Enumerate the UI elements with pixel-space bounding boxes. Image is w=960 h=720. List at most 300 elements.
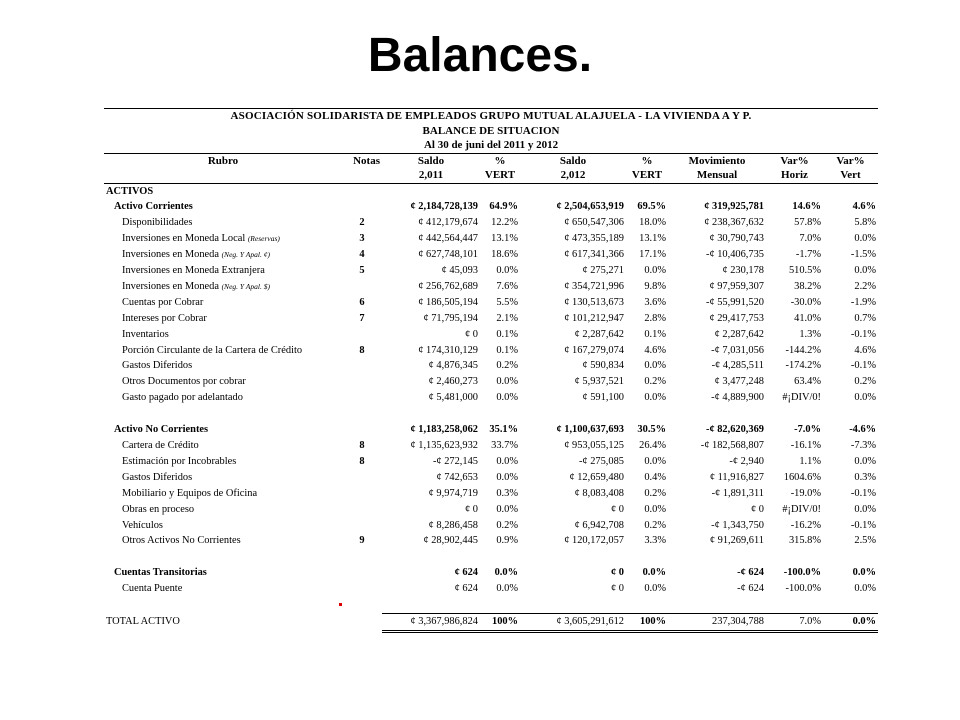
saldo-2012: ¢ 1,100,637,693 [556, 424, 624, 436]
row-nota [342, 390, 382, 406]
var-vert: -7.3% [850, 439, 877, 451]
saldo-2011: ¢ 624 [454, 583, 478, 595]
row-label: Cartera de Crédito [122, 439, 199, 451]
pct-vert-2011: 0.0% [496, 455, 518, 467]
var-vert: 4.6% [854, 344, 877, 356]
account-row [104, 518, 878, 534]
row-label: Intereses por Cobrar [122, 312, 207, 324]
pct-vert-2012: 26.4% [639, 439, 666, 451]
row-label: Porción Circulante de la Cartera de Crédito [122, 344, 303, 356]
var-horiz: 510.5% [788, 265, 821, 277]
pct-vert-2011: 0.0% [496, 392, 518, 404]
row-label: Inversiones en Moneda [122, 249, 219, 261]
var-horiz: 1604.6% [783, 471, 821, 483]
row-label-cell [104, 502, 342, 518]
report-title: BALANCE DE SITUACION [422, 124, 560, 137]
row-nota [342, 518, 382, 534]
var-vert: -0.1% [850, 328, 877, 340]
pct-vert-2011: 35.1% [489, 424, 518, 436]
pct-vert-2011: 2.1% [496, 312, 518, 324]
row-label: Disponibilidades [122, 217, 193, 229]
row-nota [342, 581, 382, 597]
account-row [104, 502, 878, 518]
row-nota [342, 486, 382, 502]
saldo-2011: ¢ 256,762,689 [418, 280, 478, 292]
row-label: Vehículos [122, 519, 163, 531]
column-header-row-2 [104, 168, 878, 183]
pct-vert-2011: 0.1% [496, 344, 518, 356]
row-nota [342, 470, 382, 486]
col-header: Mensual [668, 168, 766, 183]
pct-vert-2011: 12.2% [491, 217, 518, 229]
account-row [104, 533, 878, 549]
saldo-2011: ¢ 2,460,273 [428, 376, 478, 388]
var-horiz: -144.2% [785, 344, 821, 356]
var-horiz: 1.3% [799, 328, 821, 340]
account-row [104, 374, 878, 390]
spacer-row [104, 406, 878, 422]
row-sublabel: (Reservas) [247, 234, 280, 244]
row-nota: 2 [359, 217, 365, 229]
pct-vert-2011: 0.0% [496, 503, 518, 515]
group-row [104, 422, 878, 438]
row-label: Otros Documentos por cobrar [122, 376, 246, 388]
saldo-2012: ¢ 650,547,306 [564, 217, 624, 229]
movimiento-mensual: ¢ 30,790,743 [709, 233, 764, 245]
row-nota: 3 [359, 233, 365, 245]
pct-vert-2012: 0.0% [644, 265, 666, 277]
saldo-2011: ¢ 1,135,623,932 [410, 439, 478, 451]
var-horiz: -100.0% [785, 583, 821, 595]
saldo-2012: ¢ 590,834 [582, 360, 624, 372]
pct-vert-2011: 0.0% [496, 376, 518, 388]
row-label-cell [104, 199, 342, 215]
var-horiz: -19.0% [790, 487, 821, 499]
saldo-2012: ¢ 2,287,642 [574, 328, 624, 340]
var-vert: 2.2% [854, 280, 877, 292]
pct-vert-2011: 33.7% [491, 439, 518, 451]
saldo-2012: ¢ 12,659,480 [569, 471, 624, 483]
saldo-2011: ¢ 186,505,194 [418, 296, 478, 308]
saldo-2011: ¢ 5,481,000 [428, 392, 478, 404]
account-row [104, 327, 878, 343]
total-movimiento: 237,304,788 [668, 613, 766, 631]
var-horiz: 7.0% [799, 233, 821, 245]
account-row [104, 311, 878, 327]
account-row [104, 263, 878, 279]
pct-vert-2011: 0.0% [496, 265, 518, 277]
pct-vert-2012: 9.8% [644, 280, 666, 292]
balance-sheet [104, 108, 878, 633]
saldo-2011: ¢ 2,184,728,139 [410, 201, 478, 213]
var-vert: -4.6% [849, 424, 877, 436]
saldo-2012: ¢ 275,271 [582, 265, 624, 277]
pct-vert-2012: 30.5% [637, 424, 666, 436]
saldo-2011: ¢ 9,974,719 [428, 487, 478, 499]
balance-table [104, 108, 878, 633]
account-row [104, 215, 878, 231]
var-vert: 2.5% [854, 535, 877, 547]
spacer-cell [104, 406, 878, 422]
total-var-vert: 0.0% [823, 613, 878, 631]
saldo-2012: ¢ 130,513,673 [564, 296, 624, 308]
spacer-cell [104, 597, 878, 613]
row-nota: 6 [359, 296, 365, 308]
saldo-2011: ¢ 0 [465, 328, 478, 340]
pct-vert-2012: 17.1% [639, 249, 666, 261]
pct-vert-2011: 0.2% [496, 519, 518, 531]
account-row [104, 295, 878, 311]
var-horiz: 1.1% [799, 455, 821, 467]
slide-title: Balances. [367, 29, 593, 82]
saldo-2011: -¢ 272,145 [432, 455, 478, 467]
row-label-cell [104, 486, 342, 502]
saldo-2011: ¢ 0 [465, 503, 478, 515]
saldo-2011: ¢ 1,183,258,062 [410, 424, 478, 436]
pct-vert-2012: 3.3% [644, 535, 666, 547]
row-nota: 5 [359, 265, 365, 277]
pct-vert-2012: 0.2% [644, 487, 666, 499]
account-row [104, 279, 878, 295]
movimiento-mensual: -¢ 1,343,750 [711, 519, 764, 531]
col-header: Movimiento [688, 154, 746, 167]
section-activos: ACTIVOS [106, 185, 154, 197]
pct-vert-2011: 0.3% [496, 487, 518, 499]
row-label-cell [104, 518, 342, 534]
section-row [104, 183, 878, 199]
saldo-2012: ¢ 120,172,057 [564, 535, 624, 547]
row-nota: 8 [359, 439, 365, 451]
pct-vert-2012: 0.2% [644, 376, 666, 388]
col-header [104, 168, 342, 183]
org-name: ASOCIACIÓN SOLIDARISTA DE EMPLEADOS GRUPO MUTUAL ALAJUELA - LA VIVIENDA A Y P. [104, 109, 878, 124]
row-label: Inventarios [122, 328, 169, 340]
var-vert: -1.5% [850, 249, 877, 261]
spacer-row [104, 549, 878, 565]
saldo-2012: ¢ 0 [611, 567, 624, 579]
saldo-2011: ¢ 8,286,458 [428, 519, 478, 531]
col-header: Saldo [559, 154, 587, 167]
saldo-2011: ¢ 174,310,129 [418, 344, 478, 356]
spacer-cell [104, 549, 878, 565]
total-label: TOTAL ACTIVO [106, 616, 180, 628]
var-vert: 0.0% [854, 583, 877, 595]
row-label: Inversiones en Moneda Local [122, 233, 246, 245]
movimiento-mensual: -¢ 4,285,511 [711, 360, 764, 372]
movimiento-mensual: -¢ 624 [737, 583, 764, 595]
account-row [104, 486, 878, 502]
col-header: Saldo [417, 154, 445, 167]
var-horiz: -16.1% [790, 439, 821, 451]
var-horiz: -7.0% [794, 424, 821, 436]
col-header: VERT [626, 168, 668, 183]
total-var-horiz: 7.0% [766, 613, 823, 631]
saldo-2012: ¢ 617,341,366 [564, 249, 624, 261]
row-label-cell [104, 215, 342, 231]
movimiento-mensual: -¢ 55,991,520 [705, 296, 764, 308]
account-row [104, 581, 878, 597]
saldo-2012: -¢ 275,085 [578, 455, 624, 467]
pct-vert-2011: 18.6% [491, 249, 518, 261]
row-label-cell [104, 358, 342, 374]
col-header: Horiz [766, 168, 823, 183]
account-row [104, 247, 878, 263]
pct-vert-2012: 18.0% [639, 217, 666, 229]
var-vert: 0.0% [854, 265, 877, 277]
pct-vert-2012: 0.0% [644, 455, 666, 467]
row-nota [342, 565, 382, 581]
row-label: Estimación por Incobrables [122, 455, 237, 467]
pct-vert-2012: 0.0% [644, 392, 666, 404]
pct-vert-2011: 0.9% [496, 535, 518, 547]
var-horiz: -30.0% [790, 296, 821, 308]
group-row [104, 565, 878, 581]
var-horiz: 38.2% [794, 280, 821, 292]
total-saldo-2011: ¢ 3,367,986,824 [382, 613, 480, 631]
row-label-cell [104, 438, 342, 454]
row-label: Gasto pagado por adelantado [122, 392, 243, 404]
row-label-cell [104, 279, 342, 295]
row-label: Cuentas Transitorias [114, 567, 207, 579]
row-nota [342, 502, 382, 518]
saldo-2011: ¢ 412,179,674 [418, 217, 478, 229]
saldo-2012: ¢ 0 [611, 583, 624, 595]
account-row [104, 231, 878, 247]
saldo-2012: ¢ 167,279,074 [564, 344, 624, 356]
row-nota: 9 [359, 535, 365, 547]
pct-vert-2011: 64.9% [489, 201, 518, 213]
red-mark [339, 603, 342, 606]
row-nota: 8 [359, 455, 365, 467]
pct-vert-2012: 0.0% [644, 503, 666, 515]
row-nota: 8 [359, 344, 365, 356]
report-date: Al 30 de juni del 2011 y 2012 [104, 138, 878, 153]
total-saldo-2012: ¢ 3,605,291,612 [520, 613, 626, 631]
var-horiz: #¡DIV/0! [782, 392, 821, 404]
var-vert: 0.0% [854, 455, 877, 467]
pct-vert-2011: 0.1% [496, 328, 518, 340]
row-label: Cuenta Puente [122, 583, 183, 595]
col-header: Notas [353, 154, 380, 167]
total-pct-2011: 100% [480, 613, 520, 631]
saldo-2012: ¢ 2,504,653,919 [556, 201, 624, 213]
saldo-2012: ¢ 354,721,996 [564, 280, 624, 292]
pct-vert-2011: 0.0% [494, 567, 518, 579]
row-label: Mobiliario y Equipos de Oficina [122, 487, 258, 499]
var-vert: 0.0% [854, 392, 877, 404]
saldo-2012: ¢ 6,942,708 [574, 519, 624, 531]
movimiento-mensual: ¢ 3,477,248 [714, 376, 764, 388]
saldo-2012: ¢ 101,212,947 [564, 312, 624, 324]
col-header: VERT [480, 168, 520, 183]
account-row [104, 358, 878, 374]
pct-vert-2012: 3.6% [644, 296, 666, 308]
var-horiz: 315.8% [788, 535, 821, 547]
var-horiz: -1.7% [795, 249, 821, 261]
movimiento-mensual: ¢ 238,367,632 [704, 217, 764, 229]
pct-vert-2012: 0.2% [644, 519, 666, 531]
var-vert: -0.1% [850, 519, 877, 531]
var-vert: 5.8% [854, 217, 877, 229]
movimiento-mensual: ¢ 11,916,827 [709, 471, 764, 483]
saldo-2011: ¢ 45,093 [441, 265, 478, 277]
var-horiz: -174.2% [785, 360, 821, 372]
row-nota [342, 279, 382, 295]
row-nota [342, 358, 382, 374]
saldo-2011: ¢ 624 [454, 567, 478, 579]
row-label-cell [104, 422, 342, 438]
row-label-cell [104, 343, 342, 359]
pct-vert-2012: 13.1% [639, 233, 666, 245]
row-label: Otros Activos No Corrientes [122, 535, 241, 547]
col-header: 2,012 [520, 168, 626, 183]
row-label-cell [104, 327, 342, 343]
saldo-2012: ¢ 5,937,521 [574, 376, 624, 388]
col-header: 2,011 [382, 168, 480, 183]
var-vert: 4.6% [852, 201, 877, 213]
pct-vert-2012: 0.0% [644, 583, 666, 595]
var-vert: 0.0% [854, 503, 877, 515]
row-nota: 7 [359, 312, 365, 324]
movimiento-mensual: -¢ 624 [737, 567, 764, 579]
movimiento-mensual: -¢ 182,568,807 [700, 439, 764, 451]
pct-vert-2011: 0.0% [496, 471, 518, 483]
var-vert: -0.1% [850, 487, 877, 499]
movimiento-mensual: ¢ 29,417,753 [709, 312, 764, 324]
row-label-cell [104, 581, 342, 597]
group-row [104, 199, 878, 215]
col-header [342, 168, 382, 183]
row-label-cell [104, 533, 342, 549]
col-header: Var% [780, 154, 809, 167]
total-nota [342, 613, 382, 631]
row-label-cell [104, 295, 342, 311]
saldo-2012: ¢ 473,355,189 [564, 233, 624, 245]
total-row [104, 613, 878, 631]
var-vert: -0.1% [850, 360, 877, 372]
var-vert: 0.3% [854, 471, 877, 483]
movimiento-mensual: -¢ 7,031,056 [711, 344, 764, 356]
movimiento-mensual: -¢ 10,406,735 [705, 249, 764, 261]
movimiento-mensual: ¢ 230,178 [722, 265, 764, 277]
saldo-2011: ¢ 742,653 [436, 471, 478, 483]
row-label: Activo No Corrientes [114, 424, 209, 436]
saldo-2012: ¢ 8,083,408 [574, 487, 624, 499]
movimiento-mensual: ¢ 97,959,307 [709, 280, 764, 292]
saldo-2011: ¢ 28,902,445 [423, 535, 478, 547]
row-sublabel: (Neg. Y Apal. $) [221, 281, 270, 291]
pct-vert-2011: 5.5% [496, 296, 518, 308]
row-label-cell [104, 470, 342, 486]
pct-vert-2012: 0.1% [644, 328, 666, 340]
row-label: Gastos Diferidos [122, 471, 193, 483]
row-label: Gastos Diferidos [122, 360, 193, 372]
var-horiz: 63.4% [794, 376, 821, 388]
var-vert: 0.0% [852, 567, 877, 579]
movimiento-mensual: ¢ 2,287,642 [714, 328, 764, 340]
pct-vert-2012: 0.0% [642, 567, 666, 579]
row-nota [342, 374, 382, 390]
row-label-cell [104, 247, 342, 263]
row-label: Obras en proceso [122, 503, 195, 515]
col-header: % [641, 154, 653, 167]
pct-vert-2012: 0.4% [644, 471, 666, 483]
row-label-cell [104, 311, 342, 327]
pct-vert-2012: 4.6% [644, 344, 666, 356]
movimiento-mensual: -¢ 82,620,369 [705, 424, 764, 436]
pct-vert-2011: 0.2% [496, 360, 518, 372]
var-vert: 0.0% [854, 233, 877, 245]
column-header-row-1 [104, 153, 878, 168]
var-horiz: 41.0% [794, 312, 821, 324]
pct-vert-2012: 69.5% [637, 201, 666, 213]
pct-vert-2012: 0.0% [644, 360, 666, 372]
spacer-row [104, 597, 878, 613]
row-label: Inversiones en Moneda [122, 280, 219, 292]
account-row [104, 343, 878, 359]
movimiento-mensual: ¢ 91,269,611 [709, 535, 764, 547]
pct-vert-2011: 7.6% [496, 280, 518, 292]
pct-vert-2012: 2.8% [644, 312, 666, 324]
movimiento-mensual: ¢ 0 [751, 503, 764, 515]
col-header: Vert [823, 168, 878, 183]
movimiento-mensual: ¢ 319,925,781 [704, 201, 764, 213]
account-row [104, 470, 878, 486]
row-label: Inversiones en Moneda Extranjera [122, 265, 265, 277]
pct-vert-2011: 13.1% [491, 233, 518, 245]
saldo-2011: ¢ 627,748,101 [418, 249, 478, 261]
var-vert: 0.2% [854, 376, 877, 388]
saldo-2011: ¢ 71,795,194 [423, 312, 478, 324]
row-label-cell [104, 454, 342, 470]
row-sublabel: (Neg. Y Apal. ¢) [221, 250, 270, 260]
row-label-cell [104, 565, 342, 581]
row-label-cell [104, 374, 342, 390]
pct-vert-2011: 0.0% [496, 583, 518, 595]
row-nota [342, 327, 382, 343]
row-nota [342, 199, 382, 215]
var-horiz: -100.0% [783, 567, 821, 579]
row-label: Activo Corrientes [114, 201, 193, 213]
var-horiz: 14.6% [792, 201, 821, 213]
saldo-2012: ¢ 0 [611, 503, 624, 515]
col-header: Var% [836, 154, 865, 167]
account-row [104, 438, 878, 454]
movimiento-mensual: -¢ 2,940 [729, 455, 764, 467]
total-pct-2012: 100% [626, 613, 668, 631]
saldo-2012: ¢ 953,055,125 [564, 439, 624, 451]
movimiento-mensual: -¢ 4,889,900 [711, 392, 764, 404]
movimiento-mensual: -¢ 1,891,311 [711, 487, 764, 499]
col-header: Rubro [207, 154, 239, 167]
col-header: % [494, 154, 506, 167]
account-row [104, 454, 878, 470]
row-label-cell [104, 390, 342, 406]
row-nota: 4 [359, 249, 365, 261]
var-horiz: 57.8% [794, 217, 821, 229]
row-label: Cuentas por Cobrar [122, 296, 204, 308]
account-row [104, 390, 878, 406]
var-vert: -1.9% [850, 296, 877, 308]
var-horiz: -16.2% [790, 519, 821, 531]
saldo-2012: ¢ 591,100 [582, 392, 624, 404]
row-label-cell [104, 231, 342, 247]
var-vert: 0.7% [854, 312, 877, 324]
var-horiz: #¡DIV/0! [782, 503, 821, 515]
saldo-2011: ¢ 4,876,345 [428, 360, 478, 372]
saldo-2011: ¢ 442,564,447 [418, 233, 478, 245]
row-label-cell [104, 263, 342, 279]
